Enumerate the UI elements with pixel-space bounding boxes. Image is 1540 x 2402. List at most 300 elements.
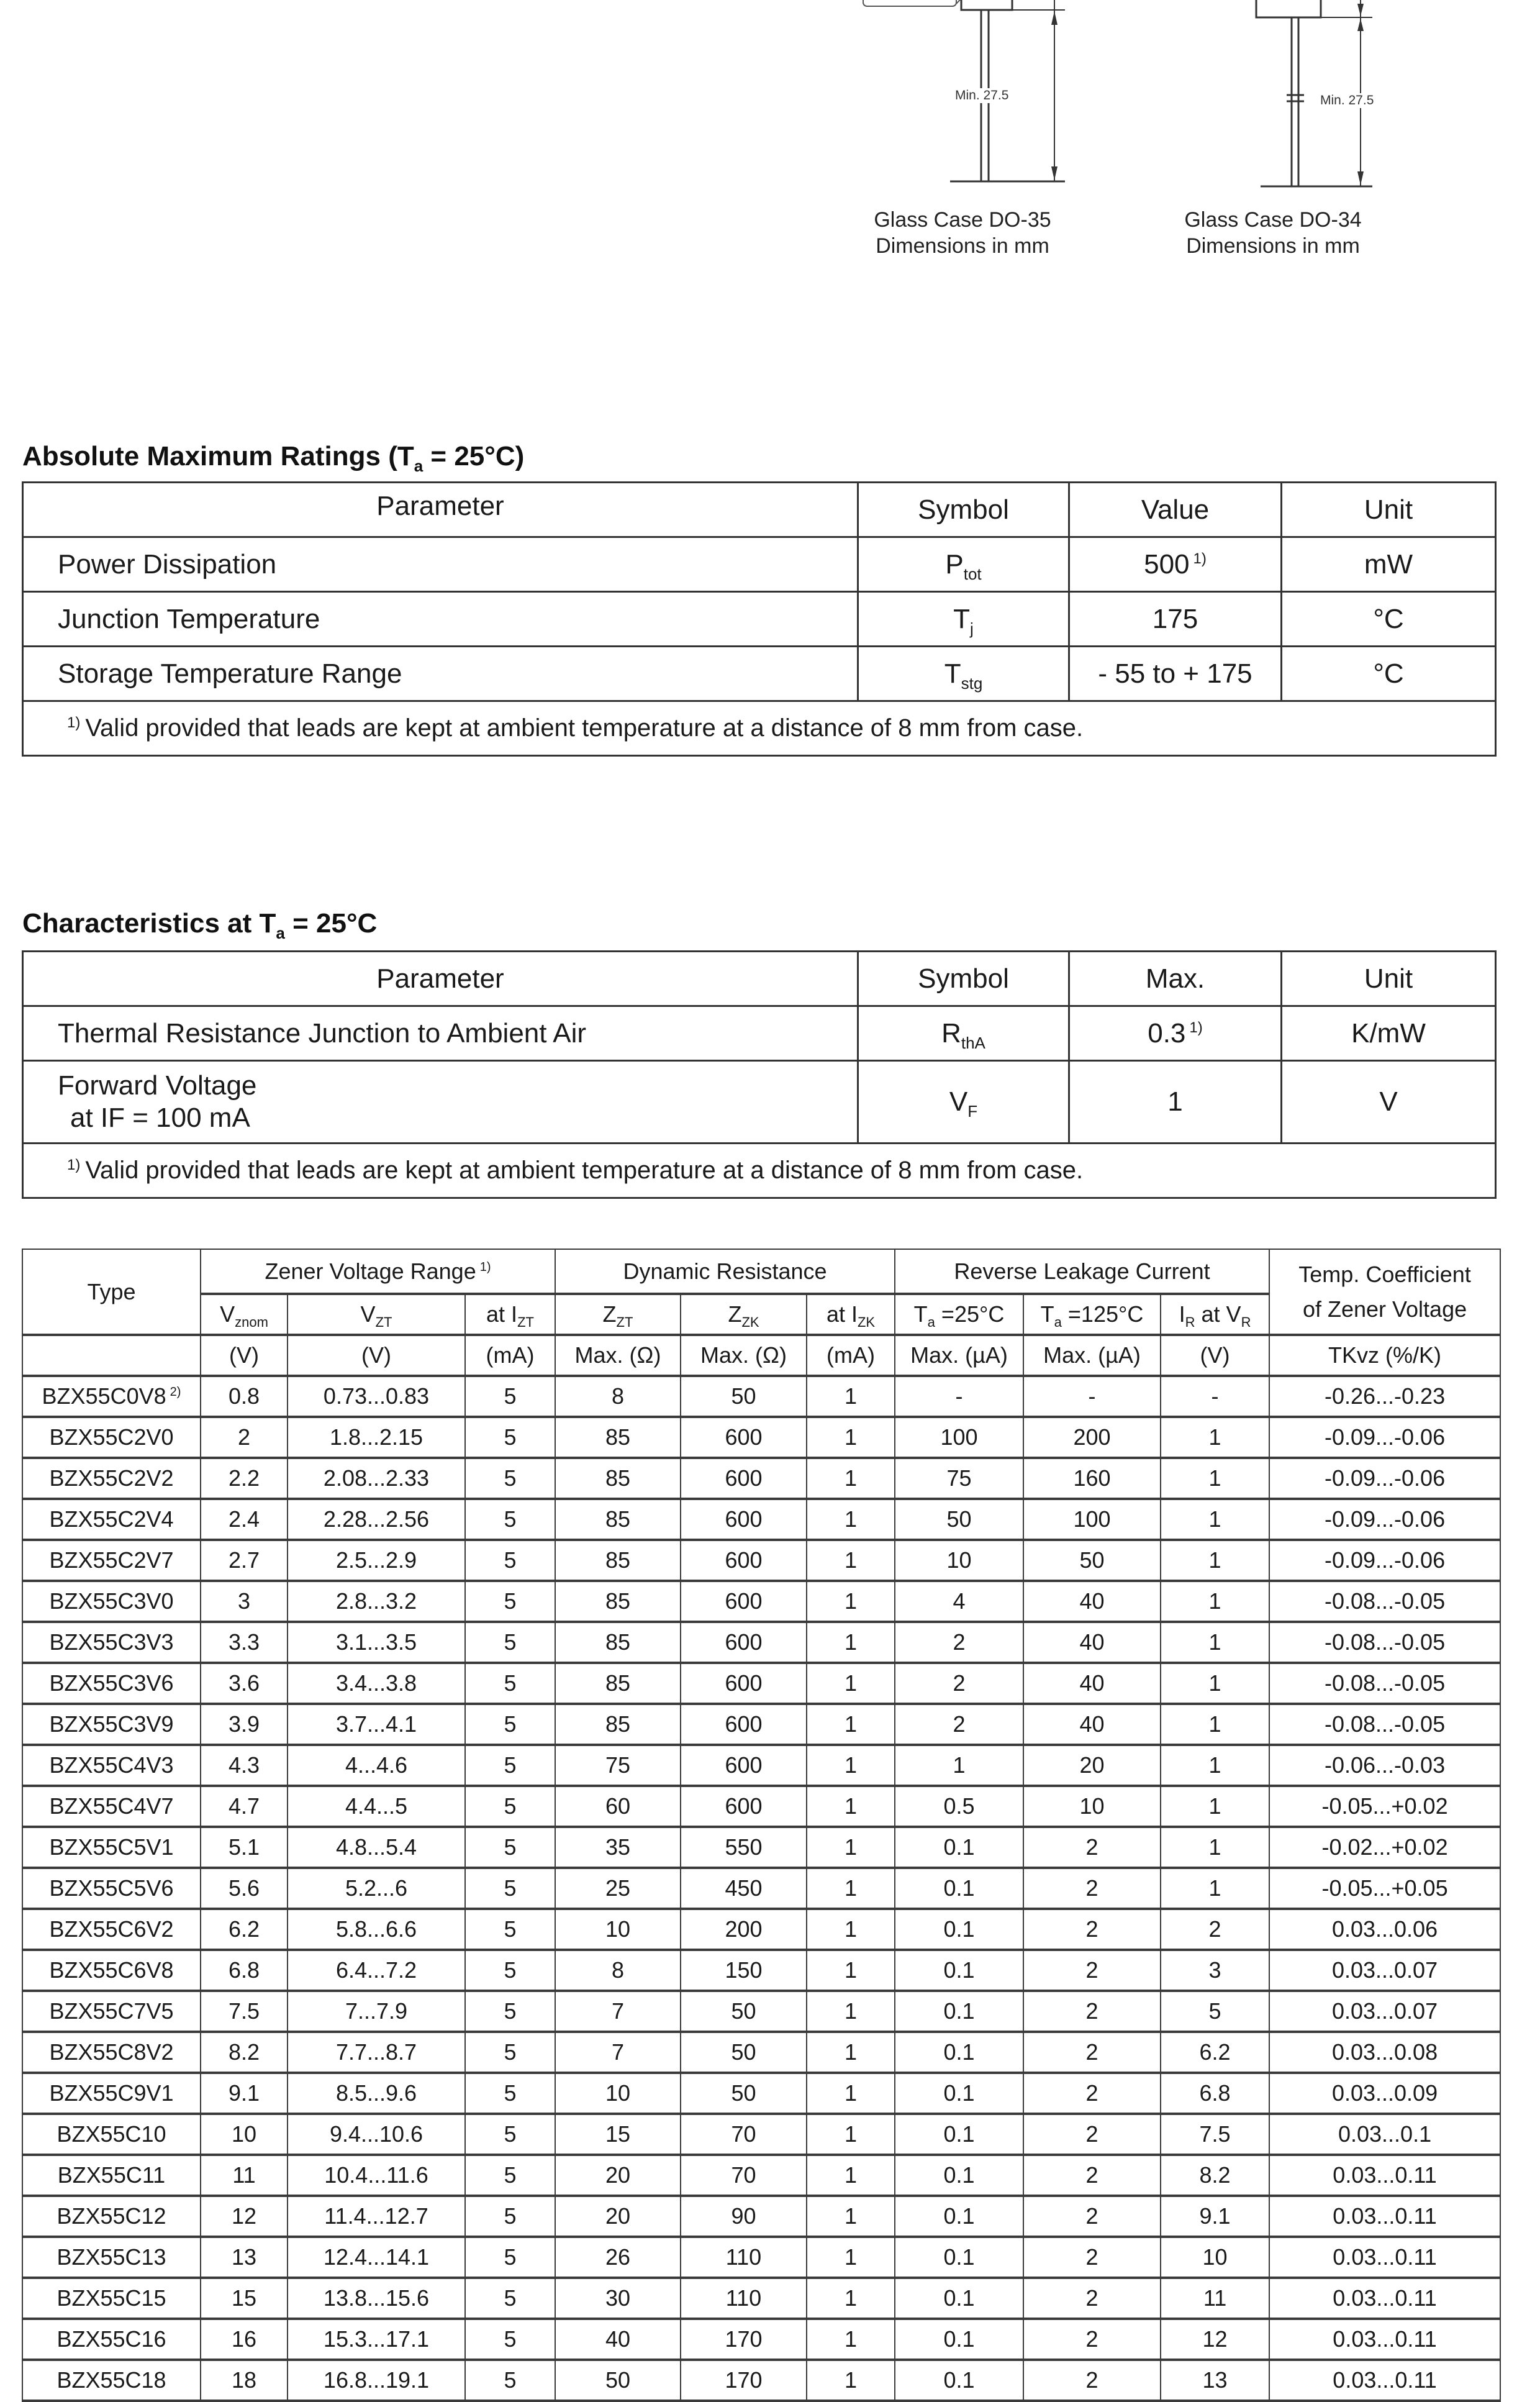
izk-cell: 1 — [807, 2114, 895, 2155]
tk-cell: 0.03...0.11 — [1269, 2237, 1500, 2278]
ir-125c-cell: 200 — [1023, 1417, 1161, 1458]
izk-cell: 1 — [807, 1827, 895, 1868]
izk-cell: 1 — [807, 1499, 895, 1540]
vr-cell: 1 — [1161, 1868, 1269, 1909]
ir-25c-cell: 0.1 — [895, 1827, 1023, 1868]
group-header-zener-voltage-range: Zener Voltage Range $^{1)}$ — [201, 1249, 555, 1294]
unit-header: (V) — [201, 1335, 288, 1376]
izk-cell: 1 — [807, 1663, 895, 1704]
vr-cell: 3 — [1161, 1950, 1269, 1991]
izt-cell: 5 — [465, 1376, 555, 1417]
zzt-cell: 10 — [555, 1909, 681, 1950]
footnote-marker: 1) — [1189, 1019, 1203, 1036]
vzt-cell: 3.1...3.5 — [288, 1622, 465, 1663]
vr-cell: 6.2 — [1161, 2032, 1269, 2073]
type-cell: BZX55C16 — [22, 2319, 201, 2360]
izt-cell: 5 — [465, 2319, 555, 2360]
izt-cell: 5 — [465, 2196, 555, 2237]
zzt-cell: 50 — [555, 2360, 681, 2401]
zzk-cell: 600 — [681, 1499, 807, 1540]
table-row — [23, 1006, 1496, 1061]
table-row — [22, 2114, 1500, 2155]
vznom-cell: 9.1 — [201, 2073, 288, 2114]
ir-25c-cell: 75 — [895, 1458, 1023, 1499]
col-header-vzt: $V_{ZT}$ — [288, 1294, 465, 1335]
ir-125c-cell: 40 — [1023, 1663, 1161, 1704]
unit-header: Max. (µA) — [895, 1335, 1023, 1376]
vr-cell: 1 — [1161, 1417, 1269, 1458]
zzt-cell: 85 — [555, 1499, 681, 1540]
symbol-cell: $P_{tot}$ — [858, 537, 1069, 592]
symbol-cell: $V_F$ — [858, 1061, 1069, 1144]
type-cell: BZX55C9V1 — [22, 2073, 201, 2114]
izt-cell: 5 — [465, 1499, 555, 1540]
vznom-cell: 3.6 — [201, 1663, 288, 1704]
tk-cell: -0.26...-0.23 — [1269, 1376, 1500, 1417]
table-row — [22, 1499, 1500, 1540]
table-row — [22, 1950, 1500, 1991]
vzt-cell: 4...4.6 — [288, 1745, 465, 1786]
symbol-cell: $T_{stg}$ — [858, 647, 1069, 701]
izk-cell: 1 — [807, 1581, 895, 1622]
vznom-cell: 2.7 — [201, 1540, 288, 1581]
table-row — [22, 1417, 1500, 1458]
ir-125c-cell: 2 — [1023, 2196, 1161, 2237]
izk-cell: 1 — [807, 1745, 895, 1786]
unit-header-row — [22, 1335, 1500, 1376]
vzt-cell: 2.8...3.2 — [288, 1581, 465, 1622]
tk-cell: -0.08...-0.05 — [1269, 1704, 1500, 1745]
vr-cell: 1 — [1161, 1581, 1269, 1622]
zzk-cell: 150 — [681, 1950, 807, 1991]
type-cell: BZX55C5V6 — [22, 1868, 201, 1909]
izt-cell: 5 — [465, 1786, 555, 1827]
do35-dimension-label: Min. 27.5 — [955, 88, 1009, 102]
tk-cell: -0.06...-0.03 — [1269, 1745, 1500, 1786]
izt-cell: 5 — [465, 1909, 555, 1950]
group-header-row — [22, 1249, 1500, 1294]
vznom-cell: 3.3 — [201, 1622, 288, 1663]
type-cell: BZX55C2V0 — [22, 1417, 201, 1458]
izt-cell: 5 — [465, 1868, 555, 1909]
izt-cell: 5 — [465, 2032, 555, 2073]
col-header-value: Value — [1069, 483, 1282, 537]
type-cell: BZX55C7V5 — [22, 1991, 201, 2032]
do34-caption-units: Dimensions in mm — [1186, 234, 1360, 258]
zzt-cell: 25 — [555, 1868, 681, 1909]
tk-cell: 0.03...0.11 — [1269, 2155, 1500, 2196]
izt-cell: 5 — [465, 2278, 555, 2319]
vzt-cell: 2.28...2.56 — [288, 1499, 465, 1540]
izk-cell: 1 — [807, 1376, 895, 1417]
ir-25c-cell: 50 — [895, 1499, 1023, 1540]
col-header-vr: $I_R$ at $V_R$ — [1161, 1294, 1269, 1335]
col-header-type: Type — [22, 1249, 201, 1335]
ir-25c-cell: 4 — [895, 1581, 1023, 1622]
footnote-row — [23, 1144, 1496, 1198]
unit-header: Max. (Ω) — [681, 1335, 807, 1376]
vznom-cell: 6.8 — [201, 1950, 288, 1991]
vzt-cell: 11.4...12.7 — [288, 2196, 465, 2237]
ir-25c-cell: 100 — [895, 1417, 1023, 1458]
table-row — [22, 2155, 1500, 2196]
vznom-cell: 2 — [201, 1417, 288, 1458]
vr-cell: 1 — [1161, 1622, 1269, 1663]
izk-cell: 1 — [807, 1417, 895, 1458]
table-row — [22, 2360, 1500, 2401]
izt-cell: 5 — [465, 1458, 555, 1499]
vr-cell: 6.8 — [1161, 2073, 1269, 2114]
vznom-cell: 3 — [201, 1581, 288, 1622]
table-row — [22, 1745, 1500, 1786]
symbol-cell: $T_j$ — [858, 592, 1069, 647]
footnote-marker: 1) — [1193, 550, 1207, 567]
izt-cell: 5 — [465, 2114, 555, 2155]
izt-cell: 5 — [465, 1950, 555, 1991]
characteristics-title: Characteristics at $T_a = 25^\circ C$ — [22, 908, 378, 942]
izk-cell: 1 — [807, 1704, 895, 1745]
vzt-cell: 3.7...4.1 — [288, 1704, 465, 1745]
ir-125c-cell: 20 — [1023, 1745, 1161, 1786]
izt-cell: 5 — [465, 1745, 555, 1786]
parameter-cell: Power Dissipation — [23, 537, 858, 592]
type-cell: BZX55C2V4 — [22, 1499, 201, 1540]
ir-125c-cell: - — [1023, 1376, 1161, 1417]
col-header-max: Max. — [1069, 952, 1282, 1006]
izk-cell: 1 — [807, 2196, 895, 2237]
izt-cell: 5 — [465, 1622, 555, 1663]
izk-cell: 1 — [807, 2073, 895, 2114]
ir-125c-cell: 10 — [1023, 1786, 1161, 1827]
izk-cell: 1 — [807, 2032, 895, 2073]
vznom-cell: 11 — [201, 2155, 288, 2196]
col-header-zzk: $Z_{ZK}$ — [681, 1294, 807, 1335]
ir-25c-cell: 2 — [895, 1663, 1023, 1704]
zzt-cell: 40 — [555, 2319, 681, 2360]
vr-cell: 1 — [1161, 1540, 1269, 1581]
ir-125c-cell: 2 — [1023, 2155, 1161, 2196]
vznom-cell: 16 — [201, 2319, 288, 2360]
vzt-cell: 4.8...5.4 — [288, 1827, 465, 1868]
izk-cell: 1 — [807, 2278, 895, 2319]
abs-max-table — [22, 481, 1497, 757]
vznom-cell: 13 — [201, 2237, 288, 2278]
tk-cell: 0.03...0.07 — [1269, 1950, 1500, 1991]
table-row — [22, 1786, 1500, 1827]
zzk-cell: 70 — [681, 2114, 807, 2155]
table-row — [22, 2073, 1500, 2114]
vzt-cell: 10.4...11.6 — [288, 2155, 465, 2196]
izk-cell: 1 — [807, 1540, 895, 1581]
izt-cell: 5 — [465, 1704, 555, 1745]
ir-125c-cell: 40 — [1023, 1622, 1161, 1663]
parameter-cell: Forward Voltage at IF = 100 mA — [23, 1061, 858, 1144]
vzt-cell: 8.5...9.6 — [288, 2073, 465, 2114]
vr-cell: 2 — [1161, 1909, 1269, 1950]
ir-25c-cell: 0.1 — [895, 2155, 1023, 2196]
table-row — [22, 2319, 1500, 2360]
value-cell: 175 — [1069, 592, 1282, 647]
vzt-cell: 16.8...19.1 — [288, 2360, 465, 2401]
ir-125c-cell: 50 — [1023, 1540, 1161, 1581]
ir-25c-cell: 0.1 — [895, 2114, 1023, 2155]
table-row — [22, 1581, 1500, 1622]
col-header-symbol: Symbol — [858, 483, 1069, 537]
izk-cell: 1 — [807, 2237, 895, 2278]
do34-caption-title: Glass Case DO-34 — [1184, 208, 1362, 232]
value-cell: 1 — [1069, 1061, 1282, 1144]
vznom-cell: 12 — [201, 2196, 288, 2237]
vr-cell: 1 — [1161, 1663, 1269, 1704]
zzk-cell: 50 — [681, 2032, 807, 2073]
unit-header: (mA) — [807, 1335, 895, 1376]
type-cell: BZX55C4V7 — [22, 1786, 201, 1827]
izt-cell: 5 — [465, 2360, 555, 2401]
ir-25c-cell: 10 — [895, 1540, 1023, 1581]
ir-25c-cell: 1 — [895, 1745, 1023, 1786]
abs-max-title: Absolute Maximum Ratings $(T_a = 25^\circ C)$ — [22, 441, 525, 475]
vr-cell: 1 — [1161, 1786, 1269, 1827]
col-header-parameter: Parameter — [23, 952, 858, 1006]
unit-cell: K/mW — [1282, 1006, 1496, 1061]
ir-125c-cell: 2 — [1023, 1950, 1161, 1991]
zener-table-body — [22, 1376, 1500, 2401]
vzt-cell: 13.8...15.6 — [288, 2278, 465, 2319]
type-cell: BZX55C18 — [22, 2360, 201, 2401]
table-row — [23, 1061, 1496, 1144]
ir-125c-cell: 160 — [1023, 1458, 1161, 1499]
vr-cell: 1 — [1161, 1458, 1269, 1499]
vzt-cell: 9.4...10.6 — [288, 2114, 465, 2155]
vr-cell: 12 — [1161, 2319, 1269, 2360]
value-cell: 0.3 $^{1)}$ — [1069, 1006, 1282, 1061]
vr-cell: 9.1 — [1161, 2196, 1269, 2237]
tk-cell: 0.03...0.11 — [1269, 2278, 1500, 2319]
zzk-cell: 110 — [681, 2237, 807, 2278]
vznom-cell: 2.4 — [201, 1499, 288, 1540]
table-row — [23, 537, 1496, 592]
vr-cell: 1 — [1161, 1827, 1269, 1868]
ir-25c-cell: 0.1 — [895, 2319, 1023, 2360]
vznom-cell: 2.2 — [201, 1458, 288, 1499]
izk-cell: 1 — [807, 2360, 895, 2401]
ir-25c-cell: 0.1 — [895, 1868, 1023, 1909]
zzk-cell: 600 — [681, 1458, 807, 1499]
vr-cell: 7.5 — [1161, 2114, 1269, 2155]
do34-dimension-label: Min. 27.5 — [1320, 93, 1374, 107]
vzt-cell: 3.4...3.8 — [288, 1663, 465, 1704]
unit-cell: mW — [1282, 537, 1496, 592]
type-cell: BZX55C6V2 — [22, 1909, 201, 1950]
zzt-cell: 60 — [555, 1786, 681, 1827]
zzk-cell: 200 — [681, 1909, 807, 1950]
zzk-cell: 600 — [681, 1581, 807, 1622]
ir-25c-cell: 0.1 — [895, 2360, 1023, 2401]
group-header-reverse-leakage: Reverse Leakage Current — [895, 1249, 1269, 1294]
ir-25c-cell: 2 — [895, 1622, 1023, 1663]
ir-25c-cell: 0.1 — [895, 2196, 1023, 2237]
ir-125c-cell: 2 — [1023, 1868, 1161, 1909]
zzt-cell: 85 — [555, 1417, 681, 1458]
ir-25c-cell: 0.5 — [895, 1786, 1023, 1827]
footnote-cell: $^{1)}$ Valid provided that leads are kept at ambient temperature at a distance of 8 mm from case. — [23, 1144, 1496, 1198]
type-cell: BZX55C3V6 — [22, 1663, 201, 1704]
table-header-row — [23, 483, 1496, 537]
tk-cell: 0.03...0.11 — [1269, 2319, 1500, 2360]
tk-cell: -0.09...-0.06 — [1269, 1417, 1500, 1458]
parameter-cell: Storage Temperature Range — [23, 647, 858, 701]
unit-header: TKvz (%/K) — [1269, 1335, 1500, 1376]
zzk-cell: 600 — [681, 1704, 807, 1745]
group-header-temp-coefficient: Temp. Coefficient of Zener Voltage — [1269, 1249, 1500, 1335]
ir-25c-cell: 2 — [895, 1704, 1023, 1745]
type-cell: BZX55C2V7 — [22, 1540, 201, 1581]
table-row — [22, 2278, 1500, 2319]
type-cell: BZX55C11 — [22, 2155, 201, 2196]
tk-cell: -0.08...-0.05 — [1269, 1581, 1500, 1622]
table-row — [22, 2032, 1500, 2073]
col-header-unit: Unit — [1282, 952, 1496, 1006]
vr-cell: 8.2 — [1161, 2155, 1269, 2196]
vznom-cell: 5.6 — [201, 1868, 288, 1909]
izk-cell: 1 — [807, 1950, 895, 1991]
unit-cell: V — [1282, 1061, 1496, 1144]
ir-125c-cell: 2 — [1023, 2360, 1161, 2401]
ir-125c-cell: 40 — [1023, 1704, 1161, 1745]
vzt-cell: 2.5...2.9 — [288, 1540, 465, 1581]
table-row — [22, 1540, 1500, 1581]
vzt-cell: 4.4...5 — [288, 1786, 465, 1827]
col-header-izt: at $I_{ZT}$ — [465, 1294, 555, 1335]
izt-cell: 5 — [465, 1663, 555, 1704]
col-header-symbol: Symbol — [858, 952, 1069, 1006]
tk-cell: 0.03...0.07 — [1269, 1991, 1500, 2032]
izk-cell: 1 — [807, 1786, 895, 1827]
unit-cell: °C — [1282, 647, 1496, 701]
vzt-cell: 5.8...6.6 — [288, 1909, 465, 1950]
table-row — [22, 1909, 1500, 1950]
zzk-cell: 50 — [681, 1376, 807, 1417]
izt-cell: 5 — [465, 1417, 555, 1458]
zzt-cell: 75 — [555, 1745, 681, 1786]
zzt-cell: 35 — [555, 1827, 681, 1868]
ir-25c-cell: 0.1 — [895, 2278, 1023, 2319]
izk-cell: 1 — [807, 1868, 895, 1909]
type-cell: BZX55C4V3 — [22, 1745, 201, 1786]
unit-header-type — [22, 1335, 201, 1376]
zzk-cell: 170 — [681, 2360, 807, 2401]
zzk-cell: 110 — [681, 2278, 807, 2319]
vznom-cell: 15 — [201, 2278, 288, 2319]
ir-125c-cell: 100 — [1023, 1499, 1161, 1540]
zzk-cell: 600 — [681, 1540, 807, 1581]
izt-cell: 5 — [465, 2237, 555, 2278]
vr-cell: 1 — [1161, 1704, 1269, 1745]
vr-cell: 5 — [1161, 1991, 1269, 2032]
vzt-cell: 12.4...14.1 — [288, 2237, 465, 2278]
vzt-cell: 1.8...2.15 — [288, 1417, 465, 1458]
ir-125c-cell: 2 — [1023, 2278, 1161, 2319]
vznom-cell: 3.9 — [201, 1704, 288, 1745]
vr-cell: 11 — [1161, 2278, 1269, 2319]
unit-cell: °C — [1282, 592, 1496, 647]
vzt-cell: 0.73...0.83 — [288, 1376, 465, 1417]
ir-125c-cell: 2 — [1023, 1991, 1161, 2032]
zzk-cell: 600 — [681, 1417, 807, 1458]
zzt-cell: 85 — [555, 1622, 681, 1663]
ir-125c-cell: 2 — [1023, 2114, 1161, 2155]
type-cell: BZX55C12 — [22, 2196, 201, 2237]
ir-125c-cell: 2 — [1023, 2319, 1161, 2360]
unit-header: (V) — [1161, 1335, 1269, 1376]
type-cell: BZX55C5V1 — [22, 1827, 201, 1868]
ir-25c-cell: 0.1 — [895, 2073, 1023, 2114]
table-row — [22, 1458, 1500, 1499]
unit-header: Max. (Ω) — [555, 1335, 681, 1376]
zzt-cell: 20 — [555, 2155, 681, 2196]
zzk-cell: 600 — [681, 1745, 807, 1786]
table-row — [22, 1622, 1500, 1663]
tk-cell: -0.05...+0.05 — [1269, 1868, 1500, 1909]
tk-cell: 0.03...0.11 — [1269, 2196, 1500, 2237]
zzt-cell: 26 — [555, 2237, 681, 2278]
tk-cell: -0.05...+0.02 — [1269, 1786, 1500, 1827]
type-cell: BZX55C6V8 — [22, 1950, 201, 1991]
value-cell: 500 $^{1)}$ — [1069, 537, 1282, 592]
zzt-cell: 7 — [555, 1991, 681, 2032]
zzt-cell: 85 — [555, 1663, 681, 1704]
tk-cell: -0.09...-0.06 — [1269, 1499, 1500, 1540]
tk-cell: 0.03...0.08 — [1269, 2032, 1500, 2073]
izt-cell: 5 — [465, 1827, 555, 1868]
parameter-cell: Thermal Resistance Junction to Ambient Air — [23, 1006, 858, 1061]
ir-25c-cell: 0.1 — [895, 1991, 1023, 2032]
table-row — [22, 1704, 1500, 1745]
type-cell: BZX55C3V0 — [22, 1581, 201, 1622]
ir-25c-cell: 0.1 — [895, 1909, 1023, 1950]
table-row — [22, 1376, 1500, 1417]
table-row — [22, 1827, 1500, 1868]
type-cell: BZX55C13 — [22, 2237, 201, 2278]
vr-cell: 10 — [1161, 2237, 1269, 2278]
group-header-dynamic-resistance: Dynamic Resistance — [555, 1249, 895, 1294]
zzk-cell: 50 — [681, 1991, 807, 2032]
table-row — [22, 1663, 1500, 1704]
col-header-zzt: $Z_{ZT}$ — [555, 1294, 681, 1335]
type-cell: BZX55C3V3 — [22, 1622, 201, 1663]
tk-cell: 0.03...0.11 — [1269, 2360, 1500, 2401]
zzt-cell: 8 — [555, 1950, 681, 1991]
table-header-row — [23, 952, 1496, 1006]
vznom-cell: 0.8 — [201, 1376, 288, 1417]
zzt-cell: 8 — [555, 1376, 681, 1417]
vzt-cell: 7...7.9 — [288, 1991, 465, 2032]
izt-cell: 5 — [465, 1991, 555, 2032]
do35-caption — [857, 207, 1068, 259]
tk-cell: -0.09...-0.06 — [1269, 1540, 1500, 1581]
unit-header: (mA) — [465, 1335, 555, 1376]
izk-cell: 1 — [807, 1458, 895, 1499]
col-header-izk: at $I_{ZK}$ — [807, 1294, 895, 1335]
ir-25c-cell: 0.1 — [895, 1950, 1023, 1991]
zzk-cell: 550 — [681, 1827, 807, 1868]
tk-cell: -0.08...-0.05 — [1269, 1663, 1500, 1704]
vr-cell: 1 — [1161, 1499, 1269, 1540]
type-cell: BZX55C0V8 $^{2)}$ — [22, 1376, 201, 1417]
tk-cell: 0.03...0.09 — [1269, 2073, 1500, 2114]
table-row — [22, 2237, 1500, 2278]
unit-header: (V) — [288, 1335, 465, 1376]
